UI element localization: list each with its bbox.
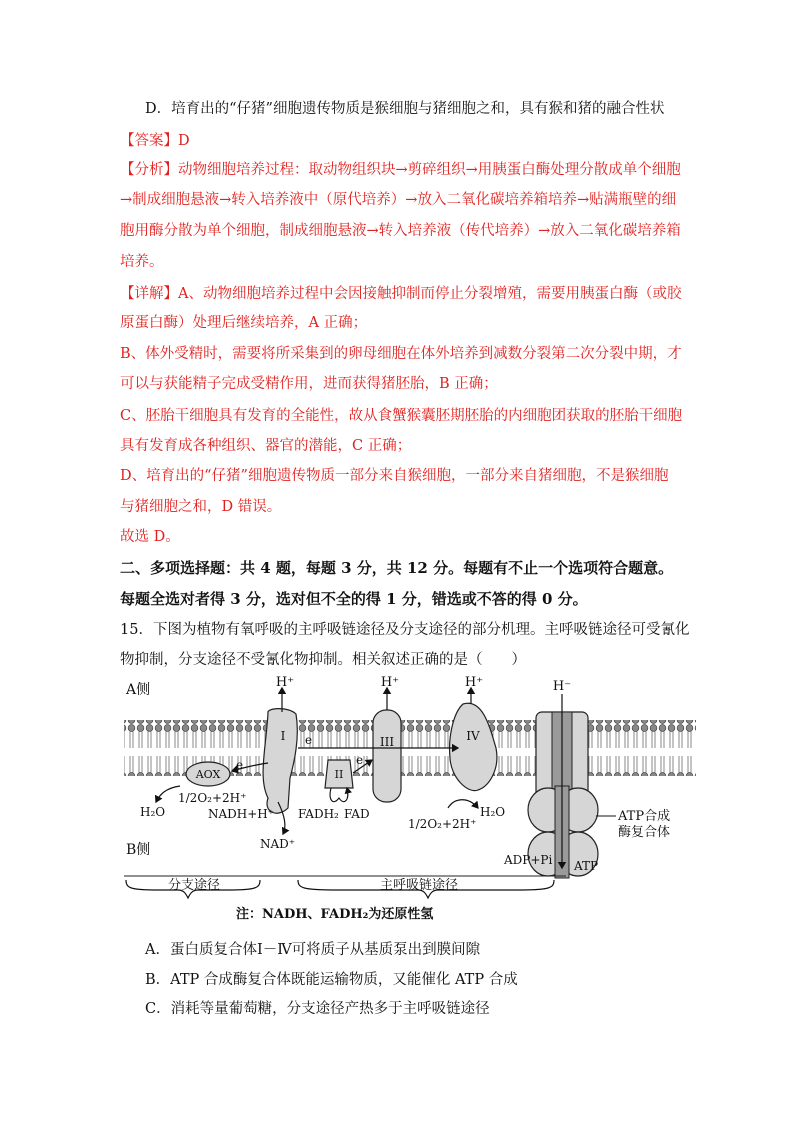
section-rule: 每题全选对者得 3 分，选对但不全的得 1 分，错选或不答的得 0 分。 (120, 590, 588, 608)
answer-label: 【答案】D (120, 133, 190, 149)
fadh2-label: FADH₂ (298, 807, 339, 821)
respiration-chain-diagram (118, 668, 708, 930)
nad-label: NAD⁺ (260, 837, 296, 851)
analysis-line: 胞用酶分散为单个细胞，制成细胞悬液→转入培养液（传代培养）→放入二氧化碳培养箱 (120, 223, 681, 239)
o2-right-label: 1/2O₂+2H⁺ (408, 817, 477, 831)
complex-4-label: IV (466, 729, 480, 743)
h-plus-label: H⁺ (275, 675, 295, 690)
complex-1-label: I (280, 729, 286, 743)
option-c: C．消耗等量葡萄糖，分支途径产热多于主呼吸链途径 (145, 1001, 490, 1017)
electron-label: e (356, 753, 364, 767)
reaction-arrow (156, 786, 180, 802)
h2o-right-label: H₂O (480, 805, 506, 819)
option-b: B．ATP 合成酶复合体既能运输物质，又能催化 ATP 合成 (145, 972, 518, 988)
main-label: 主呼吸链途径 (380, 878, 459, 893)
explanation-line: 具有发育成各种组织、器官的潜能，C 正确； (120, 438, 412, 454)
question15-stem: 15．下图为植物有氧呼吸的主呼吸链途径及分支途径的部分机理。主呼吸链途径可受氰化 (120, 622, 690, 638)
analysis-line: 【分析】动物细胞培养过程：取动物组织块→剪碎组织→用胰蛋白酶处理分散成单个细胞 (120, 162, 681, 178)
explanation-line: 原蛋白酶）处理后继续培养，A 正确； (120, 315, 368, 331)
branch-label: 分支途径 (168, 878, 221, 893)
complex-2-label: II (334, 768, 344, 781)
question15-stem: 物抑制，分支途径不受氰化物抑制。相关叙述正确的是（ ） (120, 652, 526, 668)
explanation-line: D、培育出的“仔猪”细胞遗传物质一部分来自猴细胞，一部分来自猪细胞，不是猴细胞 (120, 468, 669, 484)
option-a: A．蛋白质复合体Ⅰ－Ⅳ可将质子从基质泵出到膜间隙 (145, 942, 481, 958)
explanation-line: 可以与获能精子完成受精作用，进而获得猪胚胎，B 正确； (120, 376, 498, 392)
fad-label: FAD (344, 807, 370, 821)
explanation-line: C、胚胎干细胞具有发育的全能性，故从食蟹猴囊胚期胚胎的内细胞团获取的胚胎干细胞 (120, 408, 683, 424)
explanation-line: 与猪细胞之和，D 错误。 (120, 499, 282, 515)
analysis-line: 培养。 (120, 254, 164, 270)
complex-1 (263, 709, 297, 814)
explanation-line: B、体外受精时，需要将所采集到的卵母细胞在体外培养到减数分裂第二次分裂中期，才 (120, 346, 682, 362)
atp-synthase-label: ATP合成 (618, 809, 671, 824)
reaction-arrow (448, 800, 478, 808)
explanation-line: 【详解】A、动物细胞培养过程中会因接触抑制而停止分裂增殖，需要用胰蛋白酶（或胶 (120, 286, 682, 302)
side-b-label: B侧 (126, 842, 151, 858)
nadh-label: NADH+H⁺ (208, 807, 275, 821)
complex-3 (373, 710, 401, 802)
explanation-line: 故选 D。 (120, 529, 180, 545)
h-plus-label: H⁺ (464, 675, 484, 690)
analysis-line: →制成细胞悬液→转入培养液中（原代培养）→放入二氧化碳培养箱培养→贴满瓶壁的细 (120, 192, 677, 208)
h-plus-label: H⁺ (380, 675, 400, 690)
section-title: 二、多项选择题：共 4 题，每题 3 分，共 12 分。每题有不止一个选项符合题意。 (120, 559, 674, 577)
side-a-label: A侧 (126, 682, 151, 698)
electron-label: e (236, 758, 244, 772)
aox-label: AOX (195, 768, 221, 781)
reaction-arrow (330, 788, 348, 802)
adp-label: ADP+Pi (504, 853, 553, 867)
complex-4 (450, 703, 497, 790)
atp-synthase-label: 酶复合体 (618, 825, 671, 840)
option-d-previous: D．培育出的“仔猪”细胞遗传物质是猴细胞与猪细胞之和，具有猴和猪的融合性状 (145, 101, 665, 117)
h-minus-label: H⁻ (552, 679, 572, 694)
o2-left-label: 1/2O₂+2H⁺ (178, 791, 247, 805)
complex-3-label: III (379, 735, 395, 749)
electron-label: e (305, 733, 313, 747)
atp-label: ATP (574, 859, 599, 873)
diagram-note: 注：NADH、FADH₂为还原性氢 (236, 907, 434, 922)
h2o-left-label: H₂O (140, 805, 166, 819)
